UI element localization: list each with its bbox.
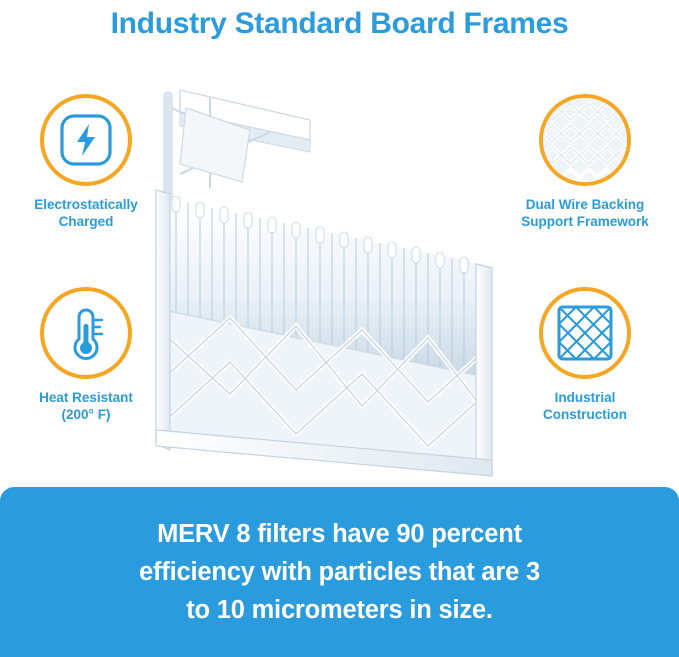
lightning-bolt-icon bbox=[59, 113, 113, 167]
product-illustration bbox=[150, 78, 510, 478]
feature-caption-line1: Electrostatically bbox=[34, 197, 138, 212]
feature-caption bbox=[6, 196, 166, 230]
banner-line-3: to 10 micrometers in size. bbox=[186, 596, 493, 624]
banner-text bbox=[99, 515, 580, 629]
mesh-square-icon bbox=[556, 304, 614, 362]
feature-caption bbox=[505, 389, 665, 423]
feature-icon-ring bbox=[40, 94, 132, 186]
feature-dual-wire-backing bbox=[505, 94, 665, 230]
feature-industrial-construction bbox=[505, 287, 665, 423]
feature-caption-line1: Heat Resistant bbox=[39, 390, 133, 405]
page-title: Industry Standard Board Frames bbox=[110, 7, 569, 40]
feature-icon-ring bbox=[539, 94, 631, 186]
feature-caption bbox=[6, 389, 166, 423]
feature-electrostatically-charged bbox=[6, 94, 166, 230]
feature-icon-ring bbox=[40, 287, 132, 379]
feature-caption-line1: Dual Wire Backing bbox=[525, 197, 645, 212]
feature-icon-ring bbox=[539, 287, 631, 379]
feature-heat-resistant bbox=[6, 287, 166, 423]
banner-line-2: efficiency with particles that are 3 bbox=[139, 558, 540, 586]
feature-caption-line2: (200° F) bbox=[61, 407, 111, 422]
feature-caption-line2: Construction bbox=[543, 407, 627, 422]
feature-caption bbox=[505, 196, 665, 230]
wire-mesh-photo-icon bbox=[543, 98, 627, 182]
feature-caption-line2: Charged bbox=[58, 214, 114, 229]
feature-caption-line1: Industrial bbox=[554, 390, 616, 405]
feature-caption-line2: Support Framework bbox=[521, 214, 649, 229]
thermometer-icon bbox=[59, 304, 113, 362]
merv-rating-banner bbox=[0, 487, 679, 657]
banner-line-1: MERV 8 filters have 90 percent bbox=[157, 520, 522, 548]
